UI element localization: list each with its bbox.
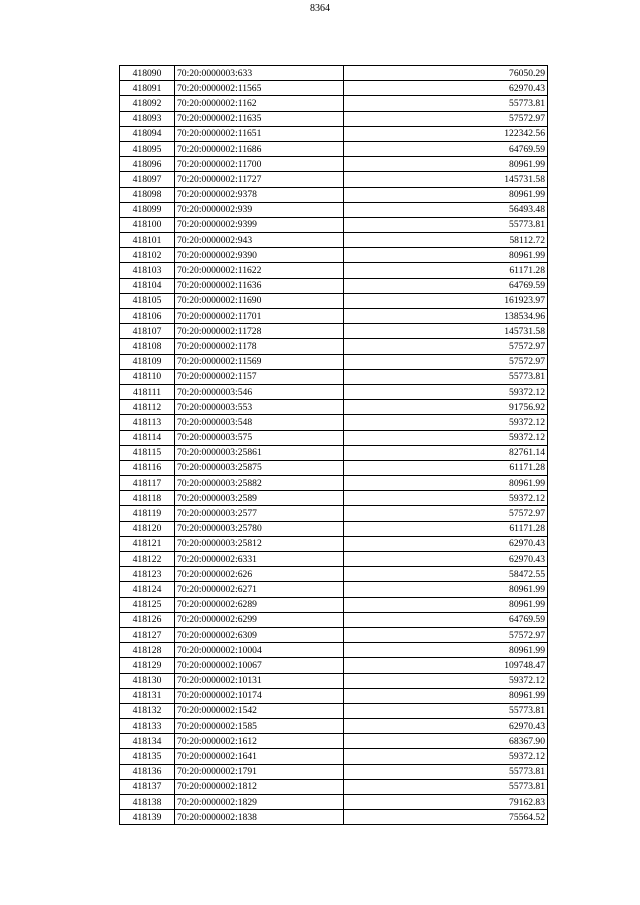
row-number-cell: 418100 [120, 217, 175, 232]
cadastral-value-cell: 56493.48 [344, 202, 548, 217]
row-number-cell: 418102 [120, 248, 175, 263]
cadastral-number-cell: 70:20:0000003:25780 [175, 521, 344, 536]
cadastral-value-cell: 76050.29 [344, 66, 548, 81]
table-row [120, 324, 548, 339]
cadastral-number-cell: 70:20:0000003:25882 [175, 476, 344, 491]
table-row [120, 141, 548, 156]
cadastral-value-cell: 58112.72 [344, 233, 548, 248]
row-number-cell: 418110 [120, 369, 175, 384]
table-row [120, 658, 548, 673]
cadastral-number-cell: 70:20:0000003:25812 [175, 536, 344, 551]
row-number-cell: 418094 [120, 126, 175, 141]
table-row [120, 81, 548, 96]
table-row [120, 66, 548, 81]
table-row [120, 293, 548, 308]
cadastral-value-cell: 59372.12 [344, 430, 548, 445]
row-number-cell: 418093 [120, 111, 175, 126]
cadastral-value-cell: 64769.59 [344, 612, 548, 627]
table-row [120, 369, 548, 384]
row-number-cell: 418091 [120, 81, 175, 96]
cadastral-number-cell: 70:20:0000002:10174 [175, 688, 344, 703]
table-row [120, 384, 548, 399]
row-number-cell: 418103 [120, 263, 175, 278]
row-number-cell: 418115 [120, 445, 175, 460]
cadastral-number-cell: 70:20:0000002:6289 [175, 597, 344, 612]
table-row [120, 506, 548, 521]
cadastral-value-cell: 122342.56 [344, 126, 548, 141]
row-number-cell: 418113 [120, 415, 175, 430]
row-number-cell: 418109 [120, 354, 175, 369]
table-row [120, 779, 548, 794]
cadastral-number-cell: 70:20:0000002:11686 [175, 141, 344, 156]
cadastral-number-cell: 70:20:0000002:11635 [175, 111, 344, 126]
cadastral-value-cell: 64769.59 [344, 141, 548, 156]
cadastral-number-cell: 70:20:0000002:11636 [175, 278, 344, 293]
table-row [120, 172, 548, 187]
cadastral-value-cell: 68367.90 [344, 734, 548, 749]
table-row [120, 552, 548, 567]
cadastral-value-cell: 161923.97 [344, 293, 548, 308]
cadastral-number-cell: 70:20:0000002:1178 [175, 339, 344, 354]
row-number-cell: 418133 [120, 719, 175, 734]
cadastral-number-cell: 70:20:0000002:1829 [175, 795, 344, 810]
cadastral-number-cell: 70:20:0000002:6331 [175, 552, 344, 567]
cadastral-number-cell: 70:20:0000002:11700 [175, 157, 344, 172]
table-row [120, 445, 548, 460]
cadastral-number-cell: 70:20:0000002:1838 [175, 810, 344, 825]
row-number-cell: 418119 [120, 506, 175, 521]
table-row [120, 688, 548, 703]
cadastral-value-cell: 62970.43 [344, 719, 548, 734]
cadastral-number-cell: 70:20:0000002:1542 [175, 703, 344, 718]
cadastral-number-cell: 70:20:0000002:939 [175, 202, 344, 217]
cadastral-number-cell: 70:20:0000002:1812 [175, 779, 344, 794]
cadastral-value-cell: 57572.97 [344, 627, 548, 642]
cadastral-value-cell: 59372.12 [344, 384, 548, 399]
cadastral-number-cell: 70:20:0000003:25875 [175, 460, 344, 475]
row-number-cell: 418095 [120, 141, 175, 156]
cadastral-number-cell: 70:20:0000002:6271 [175, 582, 344, 597]
table-row [120, 703, 548, 718]
table-row [120, 460, 548, 475]
cadastral-number-cell: 70:20:0000002:9390 [175, 248, 344, 263]
row-number-cell: 418124 [120, 582, 175, 597]
row-number-cell: 418132 [120, 703, 175, 718]
table-row [120, 400, 548, 415]
row-number-cell: 418117 [120, 476, 175, 491]
cadastral-value-cell: 61171.28 [344, 460, 548, 475]
row-number-cell: 418101 [120, 233, 175, 248]
cadastral-value-cell: 80961.99 [344, 643, 548, 658]
row-number-cell: 418107 [120, 324, 175, 339]
cadastral-value-cell: 55773.81 [344, 764, 548, 779]
row-number-cell: 418106 [120, 309, 175, 324]
table-row [120, 476, 548, 491]
row-number-cell: 418131 [120, 688, 175, 703]
cadastral-value-cell: 145731.58 [344, 324, 548, 339]
row-number-cell: 418111 [120, 384, 175, 399]
cadastral-number-cell: 70:20:0000002:11651 [175, 126, 344, 141]
table-body [120, 66, 548, 825]
cadastral-number-cell: 70:20:0000002:10004 [175, 643, 344, 658]
row-number-cell: 418118 [120, 491, 175, 506]
cadastral-number-cell: 70:20:0000003:575 [175, 430, 344, 445]
row-number-cell: 418137 [120, 779, 175, 794]
cadastral-number-cell: 70:20:0000002:1585 [175, 719, 344, 734]
table-row [120, 810, 548, 825]
row-number-cell: 418126 [120, 612, 175, 627]
row-number-cell: 418112 [120, 400, 175, 415]
cadastral-number-cell: 70:20:0000002:11622 [175, 263, 344, 278]
table-row [120, 597, 548, 612]
table-row [120, 157, 548, 172]
cadastral-value-cell: 57572.97 [344, 111, 548, 126]
row-number-cell: 418138 [120, 795, 175, 810]
cadastral-number-cell: 70:20:0000002:626 [175, 567, 344, 582]
cadastral-number-cell: 70:20:0000002:1791 [175, 764, 344, 779]
cadastral-value-cell: 58472.55 [344, 567, 548, 582]
table-row [120, 521, 548, 536]
row-number-cell: 418139 [120, 810, 175, 825]
cadastral-number-cell: 70:20:0000002:11701 [175, 309, 344, 324]
row-number-cell: 418121 [120, 536, 175, 551]
cadastral-number-cell: 70:20:0000002:11565 [175, 81, 344, 96]
cadastral-value-cell: 75564.52 [344, 810, 548, 825]
cadastral-value-cell: 62970.43 [344, 536, 548, 551]
table-row [120, 126, 548, 141]
table-row [120, 248, 548, 263]
row-number-cell: 418123 [120, 567, 175, 582]
cadastral-value-cell: 59372.12 [344, 415, 548, 430]
table-row [120, 627, 548, 642]
row-number-cell: 418099 [120, 202, 175, 217]
cadastral-number-cell: 70:20:0000002:11727 [175, 172, 344, 187]
table-row [120, 354, 548, 369]
cadastral-number-cell: 70:20:0000002:11690 [175, 293, 344, 308]
table-row [120, 734, 548, 749]
table-row [120, 567, 548, 582]
table-row [120, 187, 548, 202]
row-number-cell: 418116 [120, 460, 175, 475]
cadastral-value-cell: 80961.99 [344, 248, 548, 263]
cadastral-value-cell: 80961.99 [344, 476, 548, 491]
table-row [120, 111, 548, 126]
table-row [120, 612, 548, 627]
table-row [120, 217, 548, 232]
table-row [120, 233, 548, 248]
cadastral-number-cell: 70:20:0000002:10067 [175, 658, 344, 673]
cadastral-value-cell: 57572.97 [344, 339, 548, 354]
cadastral-number-cell: 70:20:0000002:1157 [175, 369, 344, 384]
cadastral-value-cell: 82761.14 [344, 445, 548, 460]
row-number-cell: 418098 [120, 187, 175, 202]
cadastral-number-cell: 70:20:0000002:943 [175, 233, 344, 248]
table-row [120, 96, 548, 111]
cadastral-value-cell: 59372.12 [344, 491, 548, 506]
cadastral-value-cell: 138534.96 [344, 309, 548, 324]
row-number-cell: 418108 [120, 339, 175, 354]
table-row [120, 263, 548, 278]
table-row [120, 673, 548, 688]
cadastral-value-cell: 64769.59 [344, 278, 548, 293]
table-row [120, 795, 548, 810]
table-row [120, 415, 548, 430]
table-row [120, 491, 548, 506]
row-number-cell: 418122 [120, 552, 175, 567]
cadastral-number-cell: 70:20:0000003:25861 [175, 445, 344, 460]
cadastral-value-cell: 80961.99 [344, 187, 548, 202]
cadastral-value-cell: 109748.47 [344, 658, 548, 673]
cadastral-number-cell: 70:20:0000003:2577 [175, 506, 344, 521]
cadastral-number-cell: 70:20:0000002:10131 [175, 673, 344, 688]
cadastral-value-cell: 80961.99 [344, 597, 548, 612]
cadastral-value-cell: 55773.81 [344, 779, 548, 794]
cadastral-value-cell: 80961.99 [344, 157, 548, 172]
row-number-cell: 418128 [120, 643, 175, 658]
cadastral-value-cell: 57572.97 [344, 354, 548, 369]
cadastral-number-cell: 70:20:0000003:2589 [175, 491, 344, 506]
table-row [120, 749, 548, 764]
cadastral-number-cell: 70:20:0000003:633 [175, 66, 344, 81]
cadastral-number-cell: 70:20:0000002:11569 [175, 354, 344, 369]
cadastral-value-cell: 79162.83 [344, 795, 548, 810]
table-row [120, 719, 548, 734]
cadastral-value-cell: 61171.28 [344, 521, 548, 536]
cadastral-number-cell: 70:20:0000002:1612 [175, 734, 344, 749]
cadastral-value-cell: 145731.58 [344, 172, 548, 187]
cadastral-value-cell: 59372.12 [344, 673, 548, 688]
table-row [120, 582, 548, 597]
cadastral-value-cell: 59372.12 [344, 749, 548, 764]
cadastral-value-cell: 55773.81 [344, 217, 548, 232]
row-number-cell: 418125 [120, 597, 175, 612]
cadastral-value-cell: 80961.99 [344, 582, 548, 597]
cadastral-value-cell: 55773.81 [344, 703, 548, 718]
cadastral-number-cell: 70:20:0000002:9378 [175, 187, 344, 202]
cadastral-value-table [119, 65, 548, 825]
table-row [120, 278, 548, 293]
page-number: 8364 [310, 3, 330, 14]
cadastral-value-cell: 57572.97 [344, 506, 548, 521]
cadastral-value-cell: 55773.81 [344, 96, 548, 111]
cadastral-value-cell: 62970.43 [344, 552, 548, 567]
cadastral-value-cell: 61171.28 [344, 263, 548, 278]
row-number-cell: 418096 [120, 157, 175, 172]
cadastral-number-cell: 70:20:0000002:6309 [175, 627, 344, 642]
cadastral-number-cell: 70:20:0000003:548 [175, 415, 344, 430]
cadastral-number-cell: 70:20:0000002:1162 [175, 96, 344, 111]
table-row [120, 643, 548, 658]
cadastral-value-cell: 91756.92 [344, 400, 548, 415]
row-number-cell: 418130 [120, 673, 175, 688]
row-number-cell: 418105 [120, 293, 175, 308]
table-row [120, 430, 548, 445]
row-number-cell: 418090 [120, 66, 175, 81]
cadastral-value-cell: 80961.99 [344, 688, 548, 703]
cadastral-number-cell: 70:20:0000002:11728 [175, 324, 344, 339]
cadastral-number-cell: 70:20:0000002:1641 [175, 749, 344, 764]
table-row [120, 764, 548, 779]
table-row [120, 339, 548, 354]
row-number-cell: 418134 [120, 734, 175, 749]
cadastral-number-cell: 70:20:0000002:6299 [175, 612, 344, 627]
row-number-cell: 418097 [120, 172, 175, 187]
row-number-cell: 418092 [120, 96, 175, 111]
row-number-cell: 418120 [120, 521, 175, 536]
cadastral-number-cell: 70:20:0000003:546 [175, 384, 344, 399]
cadastral-number-cell: 70:20:0000003:553 [175, 400, 344, 415]
cadastral-value-cell: 55773.81 [344, 369, 548, 384]
table-row [120, 536, 548, 551]
row-number-cell: 418136 [120, 764, 175, 779]
table-row [120, 309, 548, 324]
row-number-cell: 418129 [120, 658, 175, 673]
row-number-cell: 418114 [120, 430, 175, 445]
row-number-cell: 418127 [120, 627, 175, 642]
cadastral-number-cell: 70:20:0000002:9399 [175, 217, 344, 232]
row-number-cell: 418135 [120, 749, 175, 764]
row-number-cell: 418104 [120, 278, 175, 293]
cadastral-value-cell: 62970.43 [344, 81, 548, 96]
table-row [120, 202, 548, 217]
